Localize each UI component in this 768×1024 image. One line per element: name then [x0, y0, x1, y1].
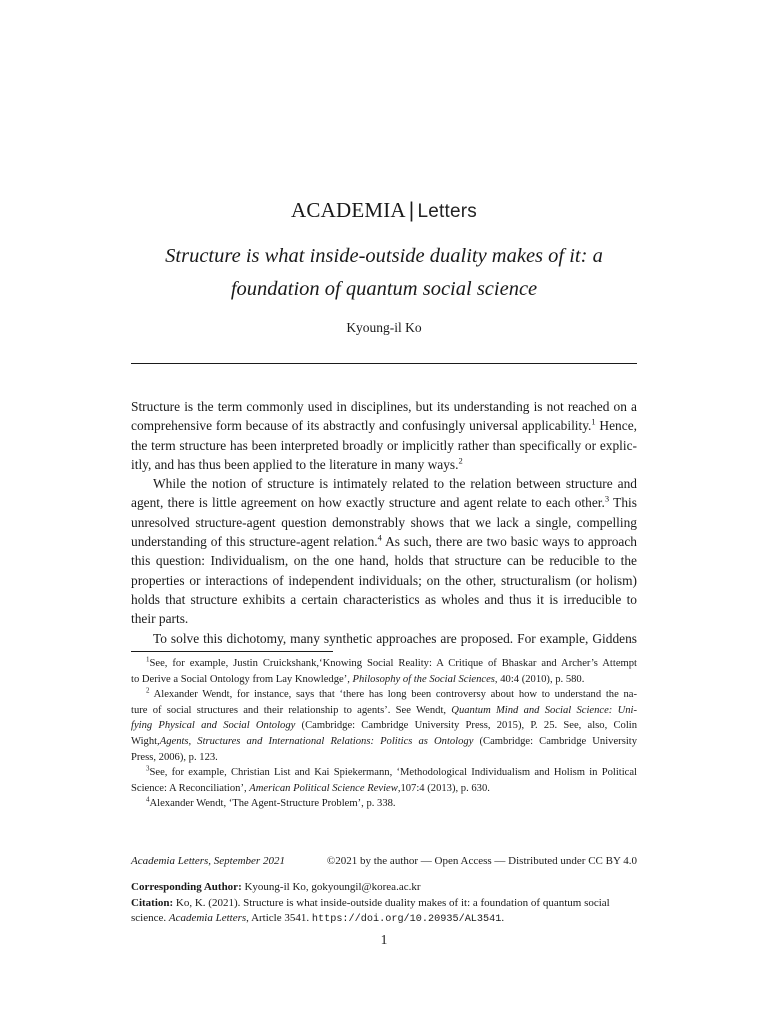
brand-separator: | [408, 199, 415, 222]
footnote-ref: 2 [458, 455, 463, 466]
doi-link[interactable]: https://doi.org/10.20935/AL3541 [311, 914, 502, 925]
body-line: the term structure has been interpreted broadly or implicitly rather than specifically or explic- [131, 437, 637, 453]
footnote-line: to Derive a Social Ontology from Lay Knowledge’, Philosophy of the Social Sciences, 40:4 (2010), p. 580. [131, 673, 585, 685]
body-line: their parts. [131, 611, 189, 627]
footnote-ref: 4 [377, 532, 382, 543]
footnote-ref: 1 [591, 416, 596, 427]
footnote-line: Science: A Reconciliation’, American Political Science Review,107:4 (2013), p. 630. [131, 782, 490, 794]
footnote-divider [131, 651, 333, 652]
footnote-line: $^4$Alexander Wendt, ‘The Agent-Structure Problem’, p. 338. [146, 795, 396, 810]
body-line: While the notion of structure is intimately related to the relation between structure and [153, 476, 637, 492]
body-line: Structure is the term commonly used in disciplines, but its understanding is not reached on a [131, 399, 637, 414]
brand-name: ACADEMIA [291, 198, 406, 222]
body-line: this question: Individualism, on the one hand, holds that structure can be reducible to the [131, 553, 637, 569]
title-divider [131, 363, 637, 364]
page-footer [131, 855, 637, 867]
body-line: holds that structure exhibits a certain characteristics as wholes and thus it is irreducible to [131, 591, 637, 607]
paragraph-3 [131, 629, 637, 648]
title-line-2: foundation of quantum social science [230, 278, 538, 300]
journal-date: Academia Letters, September 2021 [131, 855, 285, 867]
footnote-line: ture of social structures and their relationship to agents’. See Wendt, Quantum Mind and Social Science: Uni- [131, 704, 638, 716]
corresponding-author: Corresponding Author: Kyoung-il Ko, gokyoungil@korea.ac.kr [131, 881, 421, 893]
footnote-line: Wight,Agents, Structures and International Relations: Politics as Ontology (Cambridge: Cambridge University [131, 735, 637, 747]
body-line: comprehensive form because of its abstractly and confusingly universal applicability.$^1$ Hence, [131, 416, 637, 434]
citation-line: Citation: Ko, K. (2021). Structure is what inside-outside duality makes of it: a foundation of quantum social [131, 896, 610, 909]
body-line: itly, and has thus been applied to the literature in many ways.$^2$ [131, 455, 463, 472]
title-line-1: Structure is what inside-outside duality makes of it: a [165, 245, 603, 267]
brand-section: Letters [417, 201, 477, 222]
article-title [120, 240, 648, 306]
footnote-1 [131, 656, 637, 687]
footnote-line: $^2$ Alexander Wendt, for instance, says that ‘there has long been controversy about how to understand the na- [146, 686, 637, 701]
article-body [131, 397, 637, 648]
body-line: properties or interactions of independent individuals; on the other, structuralism (or holism) [131, 572, 637, 588]
footnote-line: $^3$See, for example, Christian List and Kai Spiekermann, ‘Methodological Individualism and Holism in Political [146, 764, 637, 779]
page-number: 1 [380, 932, 388, 947]
body-line: unresolved structure-agent question demonstrably shows that we lack a single, compelling [131, 514, 637, 530]
footnotes [131, 656, 637, 812]
license-notice: ©2021 by the author — Open Access — Distributed under CC BY 4.0 [326, 855, 637, 867]
footnote-2 [131, 687, 637, 765]
citation-block [131, 880, 637, 928]
footnote-4 [131, 796, 637, 812]
body-line: understanding of this structure-agent relation.$^4$ As such, there are two basic ways to approach [131, 532, 637, 550]
footnote-3 [131, 765, 637, 796]
footnote-line: Press, 2006), p. 123. [131, 751, 218, 763]
citation-line: science. Academia Letters, Article 3541. https://doi.org/10.20935/AL3541. [131, 912, 505, 925]
footnote-ref: 3 [604, 494, 610, 505]
paragraph-2 [131, 474, 637, 628]
journal-brand [0, 198, 768, 223]
body-line: To solve this dichotomy, many synthetic approaches are proposed. For example, Giddens [153, 630, 637, 646]
body-line: agent, there is little agreement on how exactly structure and agent relate to each other.$^3$ This [131, 494, 637, 511]
footnote-line: fying Physical and Social Ontology (Cambridge: Cambridge University Press, 2015), P. 25. See, also, Colin [131, 720, 637, 732]
article-author: Kyoung-il Ko [346, 320, 422, 335]
paragraph-1 [131, 397, 637, 474]
footnote-line: $^1$See, for example, Justin Cruickshank,‘Knowing Social Reality: A Critique of Bhaskar and Archer’s Attempt [146, 655, 637, 669]
